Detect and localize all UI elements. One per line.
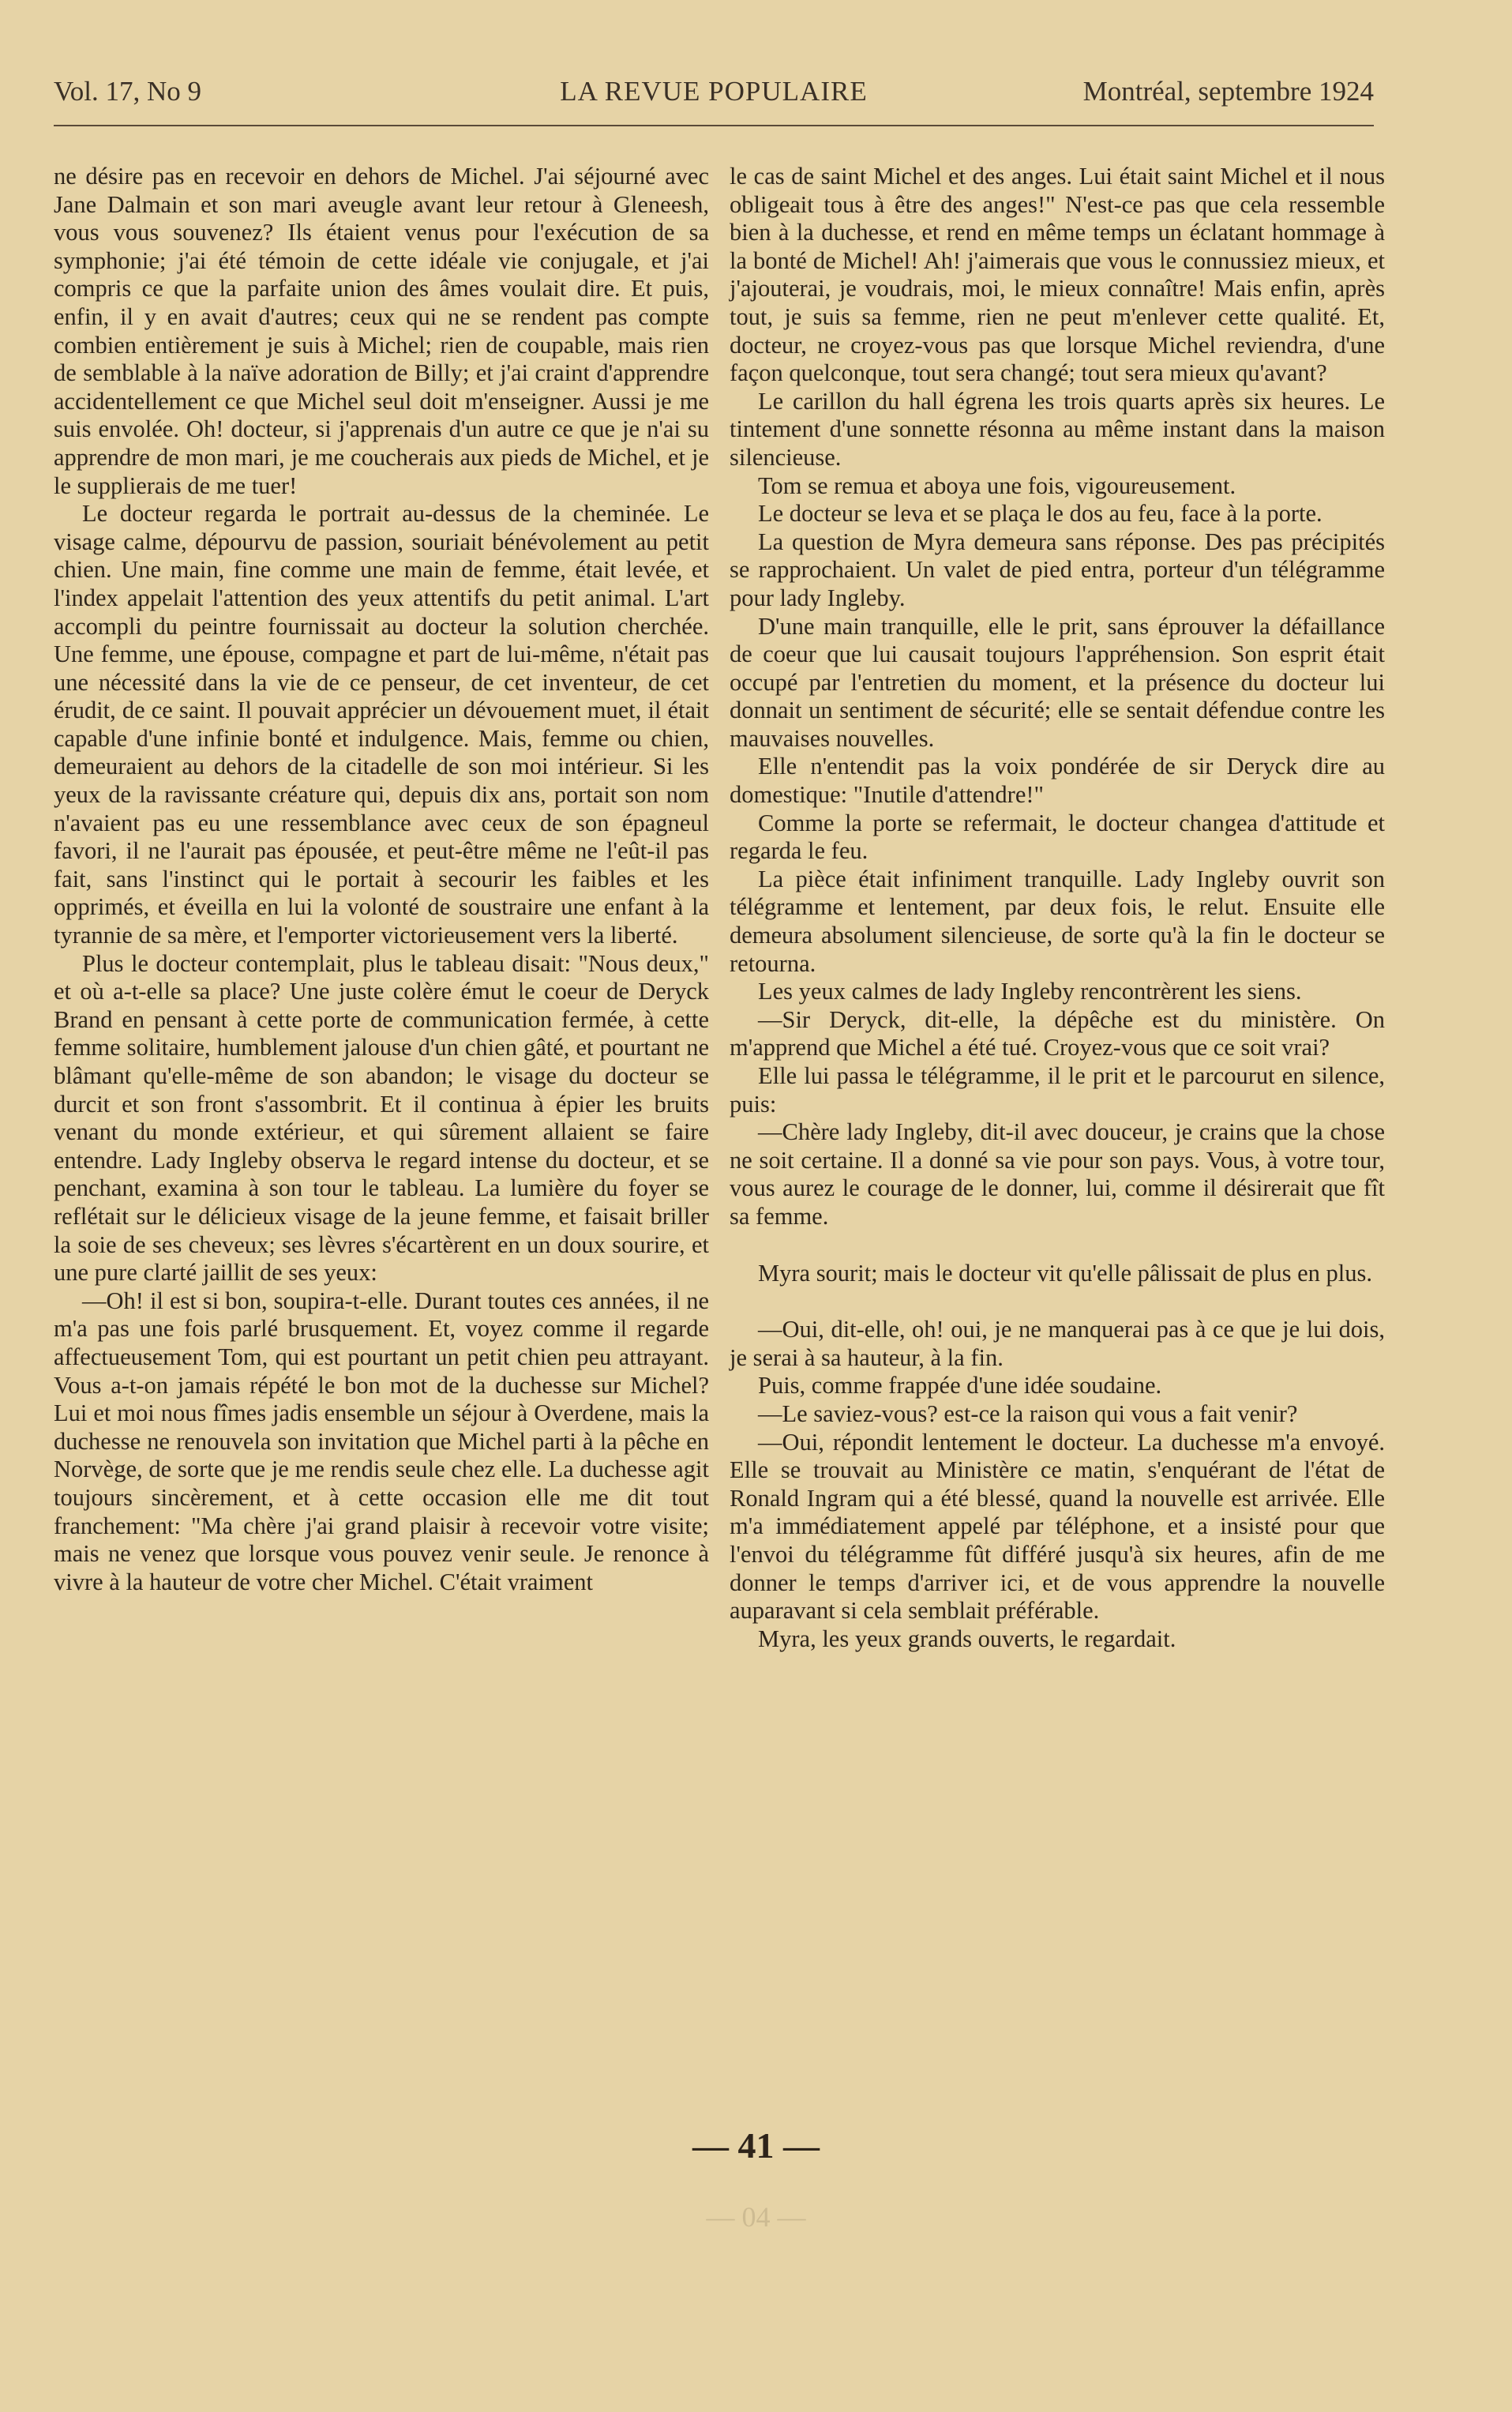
paragraph: La pièce était infiniment tranquille. Lady Ingleby ouvrit son télégramme et lentement, par deux fois, le relut. Ensuite elle demeura absolument silencieuse, de sorte qu'à la fin le docteur se retourna.: [730, 865, 1385, 977]
paragraph: Le docteur se leva et se plaça le dos au feu, face à la porte.: [758, 500, 1323, 528]
paragraph: —Le saviez-vous? est-ce la raison qui vous a fait venir?: [758, 1399, 1298, 1427]
paragraph: Plus le docteur contemplait, plus le tableau disait: "Nous deux," et où a-t-elle sa place? Une juste colère émut le coeur de Deryck Brand en pensant à cette porte de communication fermée, à cette femme solitaire, humblement jalouse d'un chien gâté, et pourtant ne blâmant qu'elle-même de son abandon; le visage du docteur se durcit et son front s'assombrit. Et il continua à épier les bruits venant du monde extérieur, et qui sûrement allaient se faire entendre. Lady Ingleby observa le regard intense du docteur, et se penchant, examina à son tour le tableau. La lumière du foyer se reflétait sur le délicieux visage de la jeune femme, et faisait briller la soie de ses cheveux; ses lèvres s'écartèrent en un doux sourire, et une pure clarté jaillit de ses yeux:: [54, 949, 709, 1287]
paragraph: —Oui, répondit lentement le docteur. La duchesse m'a envoyé. Elle se trouvait au Ministère ce matin, s'enquérant de l'état de Ronald Ingram qui a été blessé, quand la nouvelle est arrivée. Elle m'a immédiatement appelé par téléphone, et a insisté pour que l'envoi du télégramme fût différé jusqu'à six heures, afin de me donner le temps d'arriver ici, et de vous apprendre la nouvelle auparavant si cela semblait préférable.: [730, 1428, 1385, 1625]
paragraph: —Oui, dit-elle, oh! oui, je ne manquerai pas à ce que je lui dois, je serai à sa hauteur, à la fin.: [730, 1316, 1385, 1371]
page-header: [54, 76, 1374, 117]
show-through-page-number: — 04 —: [706, 2201, 806, 2233]
paragraph: Puis, comme frappée d'une idée soudaine.: [758, 1372, 1162, 1399]
paragraph: le cas de saint Michel et des anges. Lui était saint Michel et il nous obligeait tous à être des anges!" N'est-ce pas que cela ressemble bien à la duchesse, et rend en même temps un éclatant hommage à la bonté de Michel! Ah! j'aimerais que vous le connussiez mieux, et j'ajouterai, je voudrais, moi, le mieux connaître! Mais enfin, après tout, je suis sa femme, rien ne peut m'enlever cette qualité. Et, docteur, ne croyez-vous pas que lorsque Michel reviendra, d'une façon quelconque, tout sera changé; tout sera mieux qu'avant?: [730, 163, 1385, 387]
paragraph: Tom se remua et aboya une fois, vigoureusement.: [758, 472, 1236, 499]
paragraph: Le docteur regarda le portrait au-dessus de la cheminée. Le visage calme, dépourvu de passion, souriait bénévolement au petit chien. Une main, fine comme une main de femme, était levée, et l'index appelait l'attention des yeux attentifs du petit animal. L'art accompli du peintre fournissait au docteur la solution cherchée. Une femme, une épouse, compagne et part de lui-même, n'était pas une nécessité dans la vie de ce penseur, de cet inventeur, de cet érudit, de ce saint. Il pouvait apprécier un dévouement muet, il était capable d'une infinie bonté et indulgence. Mais, femme ou chien, demeuraient au dehors de la citadelle de son moi intérieur. Si les yeux de la ravissante créature qui, depuis dix ans, portait son nom n'avaient pas eu une ressemblance avec ceux de son épagneul favori, il ne l'aurait pas épousée, et peut-être même ne l'eût-il pas fait, sans l'instinct qui le portait à secourir les faibles et les opprimés, et éveilla en lui la volonté de soustraire une enfant à la tyrannie de sa mère, et l'emporter victorieusement vers la liberté.: [54, 500, 709, 949]
paragraph: Elle lui passa le télégramme, il le prit et le parcourut en silence, puis:: [730, 1062, 1385, 1118]
paragraph: La question de Myra demeura sans réponse. Des pas précipités se rapprochaient. Un valet de pied entra, porteur d'un télégramme pour lady Ingleby.: [730, 528, 1385, 611]
paragraph: ne désire pas en recevoir en dehors de Michel. J'ai séjourné avec Jane Dalmain et son mari aveugle avant leur retour à Gleneesh, vous vous souvenez? Ils étaient venus pour l'exécution de sa symphonie; j'ai été témoin de cette idéale vie conjugale, et j'ai compris ce que la parfaite union des âmes voulait dire. Et puis, enfin, il y en avait d'autres; ceux qui ne se rendent pas compte combien entièrement je suis à Michel; rien de coupable, mais rien de semblable à la naïve adoration de Billy; et j'ai craint d'apprendre accidentellement ce que Michel seul doit m'enseigner. Aussi je me suis envolée. Oh! docteur, si j'apprenais d'un autre ce que je n'ai su apprendre de mon mari, je me coucherais aux pieds de Michel, et je le supplierais de me tuer!: [54, 163, 709, 499]
page-number: — 41 —: [692, 2125, 820, 2166]
place-date: Montréal, septembre 1924: [1082, 76, 1374, 107]
paragraph: —Oh! il est si bon, soupira-t-elle. Durant toutes ces années, il ne m'a pas une fois parlé brusquement. Et, voyez comme il regarde affectueusement Tom, qui est pourtant un petit chien peu attrayant. Vous a-t-on jamais répété le bon mot de la duchesse sur Michel? Lui et moi nous fîmes jadis ensemble un séjour à Overdene, mais la duchesse ne renouvela son invitation que Michel parti à la pêche en Norvège, de sorte que je me rendis seule chez elle. La duchesse agit toujours sincèrement, et à cette occasion elle me dit tout franchement: "Ma chère j'ai grand plaisir à recevoir votre visite; mais ne venez que lorsque vous pouvez venir seule. Je renonce à vivre à la hauteur de votre cher Michel. C'était vraiment: [54, 1287, 709, 1595]
right-column: [730, 163, 1385, 1653]
header-rule: [54, 125, 1374, 126]
paragraph: Les yeux calmes de lady Ingleby rencontrèrent les siens.: [758, 978, 1302, 1005]
paragraph: Myra, les yeux grands ouverts, le regardait.: [758, 1625, 1176, 1652]
magazine-title: LA REVUE POPULAIRE: [560, 76, 868, 107]
paragraph: Comme la porte se refermait, le docteur changea d'attitude et regarda le feu.: [730, 809, 1385, 865]
paragraph: D'une main tranquille, elle le prit, sans éprouver la défaillance de coeur que lui causait toujours l'appréhension. Son esprit était occupé par l'entretien du moment, et la présence du docteur lui donnait un sentiment de sécurité; elle se sentait défendue contre les mauvaises nouvelles.: [730, 612, 1385, 752]
left-column: [54, 163, 709, 1596]
paragraph: —Sir Deryck, dit-elle, la dépêche est du ministère. On m'apprend que Michel a été tué. Croyez-vous que ce soit vrai?: [730, 1005, 1385, 1061]
paragraph: Le carillon du hall égrena les trois quarts après six heures. Le tintement d'une sonnette résonna au même instant dans la maison silencieuse.: [730, 387, 1385, 471]
paragraph: —Chère lady Ingleby, dit-il avec douceur, je crains que la chose ne soit certaine. Il a donné sa vie pour son pays. Vous, à votre tour, vous aurez le courage de le donner, lui, comme il désirerait que fît sa femme.: [730, 1118, 1385, 1230]
volume-number: Vol. 17, No 9: [54, 76, 202, 107]
paragraph: Myra sourit; mais le docteur vit qu'elle pâlissait de plus en plus.: [758, 1259, 1373, 1287]
paragraph: Elle n'entendit pas la voix pondérée de sir Deryck dire au domestique: "Inutile d'attendre!": [730, 753, 1385, 809]
